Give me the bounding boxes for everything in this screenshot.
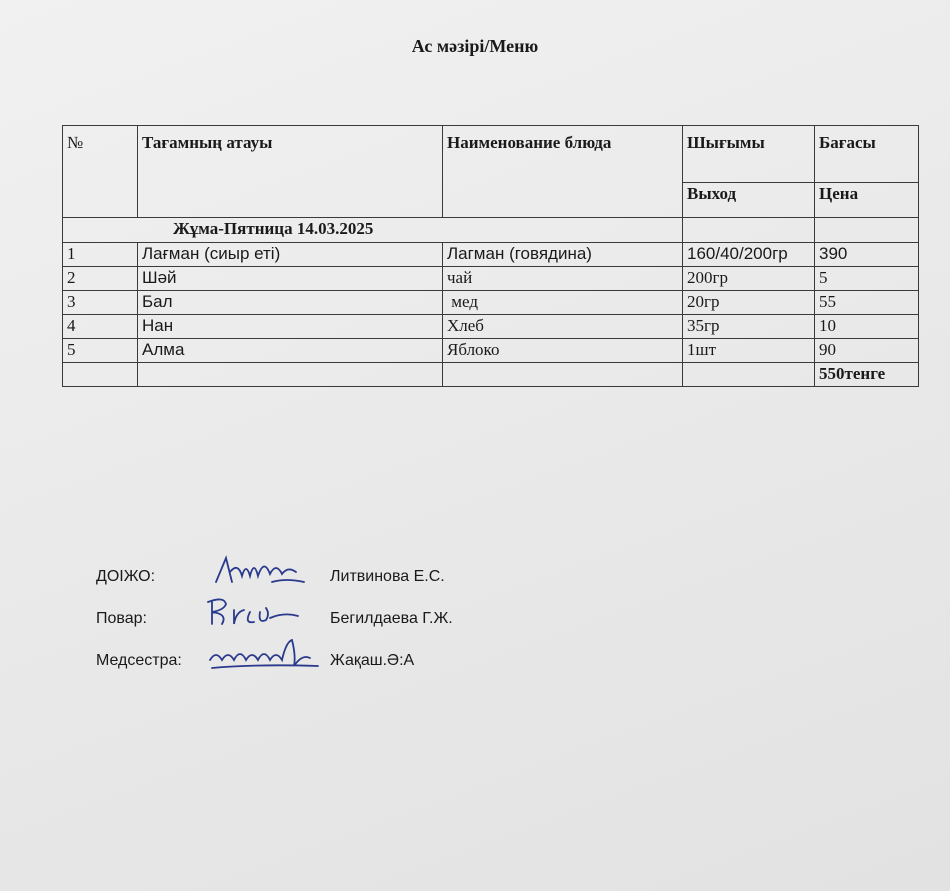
row-num: 4 (63, 315, 138, 339)
row-name-kz: Шәй (138, 267, 443, 291)
day-label: Жұма-Пятница 14.03.2025 (63, 218, 683, 243)
total-row (63, 363, 919, 387)
row-name-kz: Нан (138, 315, 443, 339)
table-row (63, 315, 919, 339)
header-name-ru: Наименование блюда (443, 126, 683, 218)
row-name-ru: Лагман (говядина) (443, 243, 683, 267)
table-row (63, 339, 919, 363)
handwritten-signature (204, 594, 304, 634)
row-name-ru: Яблоко (443, 339, 683, 363)
handwritten-signature (212, 552, 312, 592)
row-num: 2 (63, 267, 138, 291)
row-price: 5 (815, 267, 919, 291)
signature-role: ДОІЖО: (96, 568, 156, 585)
total-empty-cell (138, 363, 443, 387)
signature-row-doizho (96, 568, 445, 586)
header-yield-ru: Выход (683, 183, 815, 218)
header-row (63, 126, 919, 183)
row-price: 55 (815, 291, 919, 315)
signature-name: Бегилдаева Г.Ж. (330, 610, 453, 627)
row-yield: 20гр (683, 291, 815, 315)
row-name-ru: мед (443, 291, 683, 315)
header-price-ru: Цена (815, 183, 919, 218)
page-title: Ас мәзірі/Меню (411, 36, 539, 56)
signature-role: Повар: (96, 610, 147, 627)
row-price: 90 (815, 339, 919, 363)
row-num: 5 (63, 339, 138, 363)
row-yield: 1шт (683, 339, 815, 363)
row-num: 3 (63, 291, 138, 315)
row-name-kz: Алма (138, 339, 443, 363)
row-price: 10 (815, 315, 919, 339)
table-row (63, 291, 919, 315)
menu-table (62, 125, 919, 387)
day-empty-cell (815, 218, 919, 243)
row-name-kz: Бал (138, 291, 443, 315)
header-name-kz: Тағамның атауы (138, 126, 443, 218)
row-name-ru: чай (443, 267, 683, 291)
total-empty-cell (443, 363, 683, 387)
signature-name: Литвинова Е.С. (330, 568, 445, 585)
total-empty-cell (63, 363, 138, 387)
row-name-kz: Лағман (сиыр еті) (138, 243, 443, 267)
signature-row-nurse (96, 652, 415, 670)
signature-row-cook (96, 610, 453, 628)
total-price: 550тенге (815, 363, 919, 387)
day-empty-cell (683, 218, 815, 243)
signature-role: Медсестра: (96, 652, 182, 669)
header-num: № (63, 126, 138, 218)
row-yield: 160/40/200гр (683, 243, 815, 267)
handwritten-signature (206, 636, 326, 676)
table-row (63, 243, 919, 267)
row-price: 390 (815, 243, 919, 267)
signature-name: Жақаш.Ә:А (330, 652, 415, 669)
header-price-kz: Бағасы (815, 126, 919, 183)
row-yield: 200гр (683, 267, 815, 291)
row-name-ru: Хлеб (443, 315, 683, 339)
table-row (63, 267, 919, 291)
row-num: 1 (63, 243, 138, 267)
header-yield-kz: Шығымы (683, 126, 815, 183)
total-empty-cell (683, 363, 815, 387)
day-row (63, 218, 919, 243)
row-yield: 35гр (683, 315, 815, 339)
